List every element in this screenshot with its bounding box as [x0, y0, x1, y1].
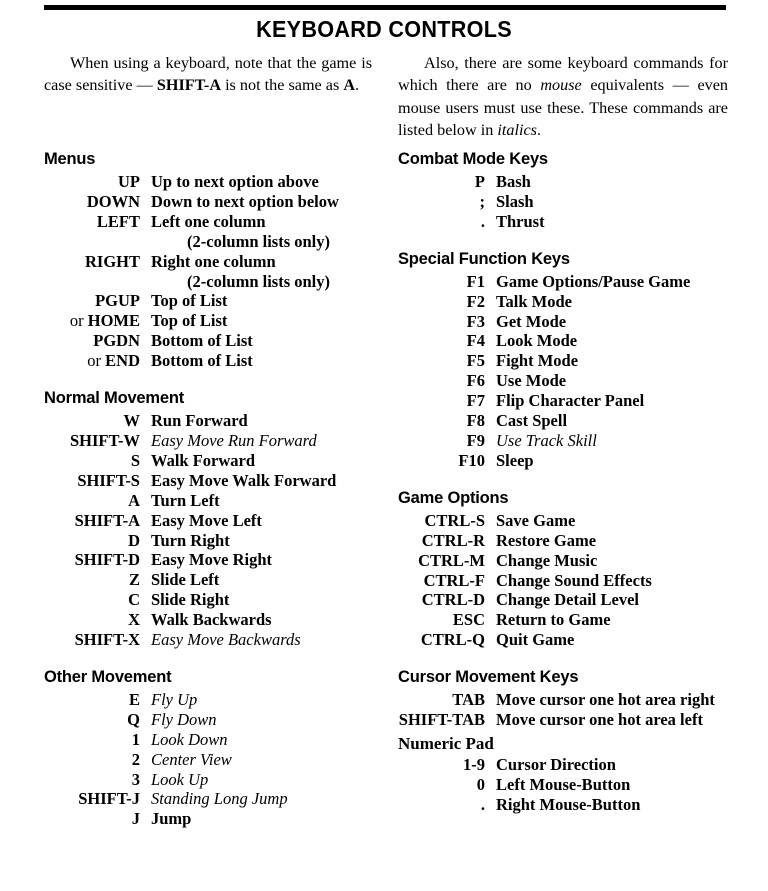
control-row — [44, 630, 394, 650]
control-key: E — [128, 689, 140, 709]
control-description: Cursor Direction — [496, 754, 616, 774]
control-row — [398, 755, 738, 775]
control-key: F4 — [466, 331, 485, 351]
control-row — [44, 750, 394, 770]
control-description: Change Detail Level — [496, 590, 639, 610]
control-row — [398, 351, 738, 371]
controls-column-left — [44, 150, 394, 829]
control-row — [44, 531, 394, 551]
control-row — [44, 730, 394, 750]
controls-column-right — [398, 150, 738, 829]
control-description: Look Up — [151, 769, 209, 789]
control-description: Left one column — [151, 211, 266, 231]
control-key: . — [480, 211, 485, 231]
control-row — [44, 511, 394, 531]
control-description: Cast Spell — [496, 411, 568, 431]
control-key: 0 — [476, 774, 485, 794]
control-key: 2 — [131, 749, 140, 769]
control-description: Jump — [151, 809, 192, 829]
control-row — [44, 610, 394, 630]
control-description: Look Mode — [496, 331, 578, 351]
key-or-prefix: or — [69, 311, 88, 331]
control-key: CTRL-F — [423, 570, 485, 590]
control-description: Down to next option below — [151, 191, 339, 211]
control-row — [44, 809, 394, 829]
control-description: Sleep — [496, 450, 534, 470]
key-or-prefix: or — [87, 351, 106, 371]
control-row — [398, 312, 738, 332]
control-key: A — [128, 490, 140, 510]
control-key: 3 — [131, 769, 140, 789]
control-row — [44, 411, 394, 431]
control-row — [398, 272, 738, 292]
control-description: Use Mode — [496, 371, 567, 391]
control-key: SHIFT-D — [74, 550, 140, 570]
control-key: SHIFT-J — [78, 789, 140, 809]
control-key: D — [128, 530, 140, 550]
control-description: Change Music — [496, 550, 598, 570]
control-row — [398, 690, 738, 710]
header-rule — [44, 5, 726, 10]
control-key: SHIFT-TAB — [398, 710, 485, 730]
control-rows — [44, 411, 394, 650]
intro-paragraphs — [0, 52, 768, 141]
control-row — [44, 351, 394, 371]
section-menus — [44, 150, 394, 371]
control-key: W — [123, 411, 140, 431]
control-key: SHIFT-W — [70, 430, 140, 450]
control-row — [398, 331, 738, 351]
control-rows — [398, 511, 738, 650]
control-row — [44, 451, 394, 471]
control-row — [44, 192, 394, 212]
control-row — [44, 331, 394, 351]
control-description: Restore Game — [496, 530, 597, 550]
intro-paragraph-left: When using a keyboard, note that the game is case sensitive — SHIFT-A is not the same as A. — [44, 54, 372, 95]
control-description: Run Forward — [151, 411, 248, 431]
control-row — [44, 491, 394, 511]
control-row — [44, 272, 394, 292]
control-description: Walk Backwards — [151, 610, 272, 630]
control-description: Top of List — [151, 311, 228, 331]
control-description: Fight Mode — [496, 351, 579, 371]
control-description: Slide Right — [151, 590, 230, 610]
control-description: Change Sound Effects — [496, 570, 652, 590]
control-description: Return to Game — [496, 610, 611, 630]
section-heading: Special Function Keys — [398, 249, 570, 268]
control-key: F10 — [458, 450, 485, 470]
control-row — [398, 292, 738, 312]
control-key: CTRL-S — [424, 510, 485, 530]
control-key: SHIFT-X — [74, 630, 140, 650]
control-rows — [398, 690, 738, 730]
control-description: Standing Long Jump — [151, 789, 288, 809]
section-normal-movement — [44, 389, 394, 650]
control-description: Bottom of List — [151, 331, 253, 351]
control-row — [398, 775, 738, 795]
control-description: Move cursor one hot area right — [496, 690, 715, 710]
control-key: 1-9 — [463, 754, 485, 774]
control-description: Easy Move Walk Forward — [151, 470, 337, 490]
control-key: DOWN — [86, 191, 140, 211]
control-row — [398, 411, 738, 431]
control-row — [398, 795, 738, 815]
control-description: Right Mouse-Button — [496, 794, 641, 814]
control-row — [44, 232, 394, 252]
control-key: F5 — [466, 351, 485, 371]
control-key: F6 — [466, 371, 485, 391]
section-special-function-keys — [398, 250, 738, 471]
control-description: Save Game — [496, 510, 576, 530]
control-key: F8 — [466, 411, 485, 431]
control-key: Z — [128, 570, 140, 590]
control-description: Easy Move Run Forward — [151, 430, 317, 450]
control-key: UP — [118, 172, 140, 191]
control-description: Top of List — [151, 291, 228, 311]
control-key: ; — [479, 191, 485, 211]
control-description: Slash — [496, 191, 534, 211]
control-row — [44, 690, 394, 710]
control-key: RIGHT — [84, 251, 140, 271]
control-row — [44, 172, 394, 192]
control-rows — [44, 172, 394, 371]
control-description: Right one column — [151, 251, 276, 271]
control-key: S — [130, 450, 140, 470]
control-description: Use Track Skill — [496, 430, 597, 450]
control-description: Move cursor one hot area left — [496, 710, 703, 730]
control-description: Bash — [496, 172, 531, 191]
control-row — [398, 571, 738, 591]
page-title: KEYBOARD CONTROLS — [256, 16, 512, 42]
control-description: Game Options/Pause Game — [496, 271, 691, 291]
control-description: Look Down — [151, 729, 228, 749]
control-row — [44, 550, 394, 570]
control-key: ESC — [452, 610, 485, 630]
control-key: CTRL-R — [421, 530, 485, 550]
sub-heading-numeric-pad: Numeric Pad — [398, 733, 494, 753]
control-key: P — [474, 172, 485, 191]
control-description: (2-column lists only) — [187, 231, 331, 251]
control-row — [398, 371, 738, 391]
control-description: Thrust — [496, 211, 545, 231]
control-description: Easy Move Backwards — [151, 630, 301, 650]
control-key: CTRL-M — [418, 550, 485, 570]
control-row — [398, 431, 738, 451]
control-key: F2 — [466, 291, 485, 311]
control-row — [398, 710, 738, 730]
control-key: F9 — [466, 430, 485, 450]
control-key: X — [128, 610, 140, 630]
control-key: SHIFT-S — [77, 470, 140, 490]
section-heading: Combat Mode Keys — [398, 150, 548, 168]
control-row — [398, 610, 738, 630]
control-key: F7 — [466, 391, 485, 411]
control-rows — [398, 272, 738, 471]
control-row — [44, 252, 394, 272]
control-row — [44, 590, 394, 610]
control-rows — [398, 755, 738, 815]
control-row — [398, 212, 738, 232]
section-cursor-movement-keys — [398, 668, 738, 815]
control-key: F3 — [466, 311, 485, 331]
section-combat-mode-keys — [398, 150, 738, 232]
control-row — [44, 291, 394, 311]
control-row — [398, 531, 738, 551]
control-key: LEFT — [96, 211, 140, 231]
control-description: Easy Move Left — [151, 510, 262, 530]
control-row — [398, 590, 738, 610]
control-key: CTRL-Q — [420, 630, 485, 650]
control-key: or HOME — [69, 311, 140, 331]
section-heading: Other Movement — [44, 667, 172, 686]
control-description: Get Mode — [496, 311, 567, 331]
control-key: PGUP — [95, 291, 140, 311]
control-key: SHIFT-A — [74, 510, 140, 530]
control-description: Bottom of List — [151, 351, 253, 371]
control-row — [44, 212, 394, 232]
section-heading: Menus — [44, 150, 96, 168]
control-key: C — [128, 590, 140, 610]
control-description: (2-column lists only) — [187, 271, 331, 291]
control-row — [44, 431, 394, 451]
section-game-options — [398, 489, 738, 650]
control-description: Talk Mode — [496, 291, 572, 311]
control-description: Quit Game — [496, 630, 575, 650]
control-description: Flip Character Panel — [496, 391, 645, 411]
control-row — [398, 551, 738, 571]
controls-columns — [0, 150, 768, 829]
control-description: Fly Down — [151, 709, 217, 729]
control-row — [398, 630, 738, 650]
control-key: PGDN — [93, 331, 140, 351]
section-other-movement — [44, 668, 394, 829]
control-description: Easy Move Right — [151, 550, 272, 570]
control-row — [44, 570, 394, 590]
control-key: J — [131, 809, 140, 829]
control-row — [398, 192, 738, 212]
control-description: Walk Forward — [151, 450, 256, 470]
control-row — [44, 770, 394, 790]
control-rows — [398, 172, 738, 232]
control-description: Up to next option above — [151, 172, 319, 191]
section-heading: Game Options — [398, 488, 509, 507]
control-row — [398, 172, 738, 192]
intro-paragraph-right: Also, there are some keyboard commands for which there are no mouse equivalents — even mouse users must use these. These commands are listed below in italics. — [398, 54, 729, 139]
control-description: Center View — [151, 749, 232, 769]
control-description: Turn Left — [151, 490, 220, 510]
control-key: F1 — [466, 271, 485, 291]
control-description: Turn Right — [151, 530, 230, 550]
control-row — [398, 451, 738, 471]
control-row — [398, 511, 738, 531]
control-row — [44, 471, 394, 491]
section-heading: Cursor Movement Keys — [398, 668, 579, 687]
control-row — [44, 311, 394, 331]
control-key: 1 — [131, 729, 140, 749]
control-rows — [44, 690, 394, 829]
control-key: CTRL-D — [421, 590, 485, 610]
control-key: or END — [87, 351, 140, 371]
control-row — [44, 789, 394, 809]
control-row — [44, 710, 394, 730]
control-row — [398, 391, 738, 411]
control-key: Q — [127, 709, 140, 729]
control-key: . — [480, 794, 485, 814]
control-key: TAB — [452, 690, 485, 710]
control-description: Left Mouse-Button — [496, 774, 631, 794]
control-description: Slide Left — [151, 570, 220, 590]
section-heading: Normal Movement — [44, 389, 185, 408]
control-description: Fly Up — [151, 689, 198, 709]
